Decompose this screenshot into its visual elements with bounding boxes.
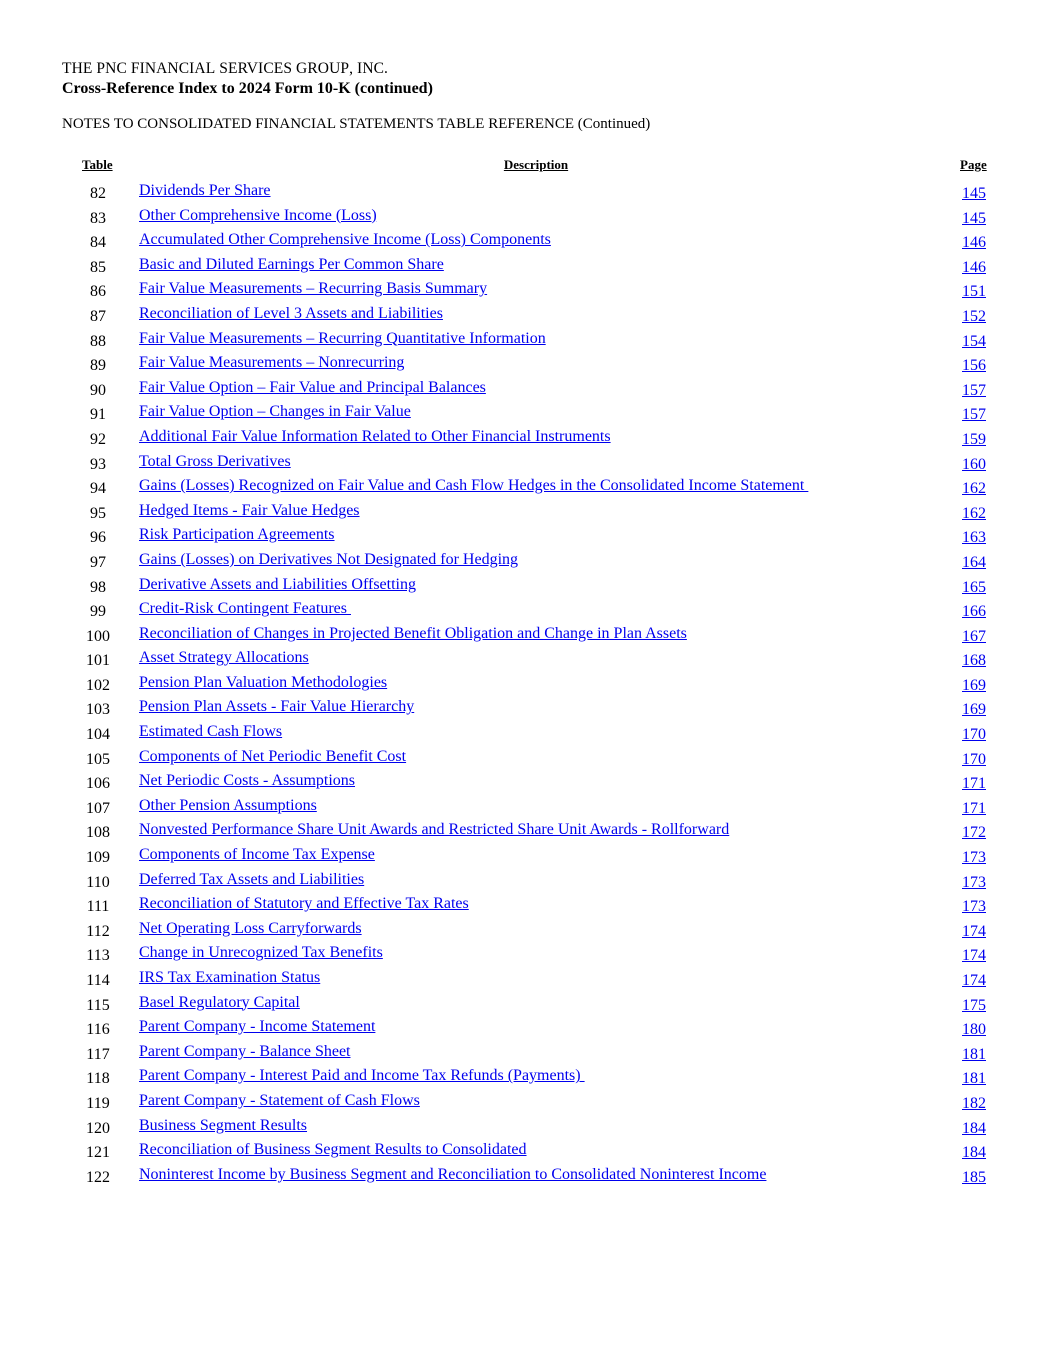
table-row <box>0 599 1055 624</box>
description-link[interactable]: Asset Strategy Allocations <box>139 649 309 667</box>
page-link[interactable]: 164 <box>962 553 986 571</box>
table-number: 106 <box>86 775 110 793</box>
page-link[interactable]: 157 <box>962 406 986 424</box>
table-number: 92 <box>90 430 106 448</box>
description-link[interactable]: Credit-Risk Contingent Features <box>139 600 351 618</box>
description-link[interactable]: Net Periodic Costs - Assumptions <box>139 772 356 790</box>
section-heading: NOTES TO CONSOLIDATED FINANCIAL STATEMENTS TABLE REFERENCE (Continued) <box>62 116 651 132</box>
table-number: 94 <box>90 480 106 498</box>
page-link[interactable]: 156 <box>962 357 986 375</box>
table-row <box>0 304 1055 329</box>
table-number: 104 <box>86 726 110 744</box>
column-header-page: Page <box>960 157 987 172</box>
table-row <box>0 771 1055 796</box>
table-row <box>0 181 1055 206</box>
table-number: 100 <box>86 627 110 645</box>
table-number: 120 <box>86 1119 110 1137</box>
description-link[interactable]: Dividends Per Share <box>139 182 271 199</box>
company-name-part: HE <box>71 60 93 77</box>
description-link[interactable]: Accumulated Other Comprehensive Income (Loss) Components <box>139 231 551 249</box>
company-name-part: ROUP <box>307 60 350 77</box>
page-link[interactable]: 184 <box>962 1144 986 1162</box>
table-row <box>0 870 1055 895</box>
page-link[interactable]: 145 <box>962 185 986 202</box>
table-row <box>0 206 1055 231</box>
description-link[interactable]: Total Gross Derivatives <box>139 452 291 470</box>
description-link[interactable]: Nonvested Performance Share Unit Awards and Restricted Share Unit Awards - Rollforward <box>139 821 730 839</box>
description-link[interactable]: Fair Value Option – Changes in Fair Value <box>139 403 411 421</box>
page-link[interactable]: 162 <box>962 480 986 498</box>
table-row <box>0 894 1055 919</box>
table-row <box>0 575 1055 600</box>
description-link[interactable]: Fair Value Option – Fair Value and Principal Balances <box>139 378 486 396</box>
page-link[interactable]: 184 <box>962 1119 986 1137</box>
company-name-part: , I <box>349 60 363 77</box>
description-link[interactable]: Additional Fair Value Information Related to Other Financial Instruments <box>139 427 611 445</box>
page-link[interactable]: 166 <box>962 603 986 621</box>
page-link[interactable]: 151 <box>962 283 986 301</box>
description-link[interactable]: Gains (Losses) on Derivatives Not Designated for Hedging <box>139 550 519 568</box>
page-link[interactable]: 154 <box>962 332 986 350</box>
table-row <box>0 230 1055 255</box>
page-link[interactable]: 165 <box>962 578 986 596</box>
table-row <box>0 1042 1055 1067</box>
table-row <box>0 747 1055 772</box>
description-link[interactable]: Pension Plan Valuation Methodologies <box>139 673 388 691</box>
table-row <box>0 525 1055 550</box>
description-link[interactable]: Fair Value Measurements – Recurring Basis Summary <box>139 280 488 298</box>
page-link[interactable]: 173 <box>962 873 986 891</box>
table-number: 97 <box>90 553 106 571</box>
table-row <box>0 550 1055 575</box>
table-row <box>0 722 1055 747</box>
table-row <box>0 697 1055 722</box>
page-link[interactable]: 145 <box>962 209 986 227</box>
table-number: 90 <box>90 381 106 399</box>
table-number: 119 <box>86 1094 110 1112</box>
description-link[interactable]: Parent Company - Statement of Cash Flows <box>139 1091 420 1109</box>
table-number: 113 <box>86 947 110 965</box>
page-link[interactable]: 174 <box>962 922 986 940</box>
page-link[interactable]: 172 <box>962 824 986 842</box>
table-number: 102 <box>86 676 110 694</box>
page-link[interactable]: 174 <box>962 947 986 965</box>
page-link[interactable]: 181 <box>962 1045 986 1063</box>
table-number: 117 <box>86 1045 110 1063</box>
table-number: 105 <box>86 750 110 768</box>
table-number: 101 <box>86 652 110 670</box>
description-link[interactable]: Parent Company - Income Statement <box>139 1018 376 1036</box>
column-header-description: Description <box>503 157 569 172</box>
table-number: 86 <box>90 283 106 301</box>
table-number: 84 <box>90 234 106 252</box>
page-link[interactable]: 173 <box>962 898 986 916</box>
table-number: 122 <box>86 1168 110 1186</box>
table-number: 115 <box>86 996 110 1014</box>
page-link[interactable]: 157 <box>962 381 986 399</box>
page-link[interactable]: 159 <box>962 430 986 448</box>
company-name-part: S <box>215 60 228 77</box>
table-row <box>0 943 1055 968</box>
page-link[interactable]: 162 <box>962 504 986 522</box>
table-number: 83 <box>90 209 106 227</box>
page-link[interactable]: 146 <box>962 258 986 276</box>
description-link[interactable]: Fair Value Measurements – Recurring Quantitative Information <box>139 329 546 347</box>
table-row <box>0 1116 1055 1141</box>
page-link[interactable]: 182 <box>962 1094 986 1112</box>
table-number: 111 <box>86 898 110 916</box>
page-link[interactable]: 163 <box>962 529 986 547</box>
description-link[interactable]: IRS Tax Examination Status <box>139 969 321 986</box>
table-number: 93 <box>90 455 106 473</box>
table-row <box>0 1091 1055 1116</box>
table-number: 89 <box>90 357 106 375</box>
table-number: 91 <box>90 406 106 424</box>
description-link[interactable]: Gains (Losses) Recognized on Fair Value and Cash Flow Hedges in the Consolidated Income Statement <box>139 477 809 495</box>
table-row <box>0 476 1055 501</box>
page-title: Cross-Reference Index to 2024 Form 10-K (continued) <box>62 80 433 97</box>
description-link[interactable]: Hedged Items - Fair Value Hedges <box>139 501 360 519</box>
description-link[interactable]: Fair Value Measurements – Nonrecurring <box>139 354 405 372</box>
description-link[interactable]: Reconciliation of Changes in Projected Benefit Obligation and Change in Plan Assets <box>139 624 687 642</box>
table-number: 109 <box>86 849 110 867</box>
table-row <box>0 255 1055 280</box>
reference-table <box>0 181 1055 1189</box>
description-link[interactable]: Net Operating Loss Carryforwards <box>139 919 362 937</box>
table-row <box>0 427 1055 452</box>
table-number: 107 <box>86 799 110 817</box>
description-link[interactable]: Noninterest Income by Business Segment and Reconciliation to Consolidated Noninterest Income <box>139 1165 767 1183</box>
table-row <box>0 329 1055 354</box>
table-row <box>0 845 1055 870</box>
table-row <box>0 378 1055 403</box>
table-row <box>0 1140 1055 1165</box>
table-number: 96 <box>90 529 106 547</box>
table-number: 116 <box>86 1021 110 1039</box>
description-link[interactable]: Components of Income Tax Expense <box>139 846 375 864</box>
table-row <box>0 1066 1055 1091</box>
page-link[interactable]: 185 <box>962 1168 986 1186</box>
description-link[interactable]: Basic and Diluted Earnings Per Common Share <box>139 255 444 273</box>
company-name-part: NC <box>362 60 385 77</box>
page-link[interactable]: 180 <box>962 1021 986 1039</box>
page-link[interactable]: 169 <box>962 676 986 694</box>
company-name-part: ERVICES <box>228 60 293 77</box>
table-row <box>0 673 1055 698</box>
company-name-part: T <box>62 60 72 77</box>
table-row <box>0 402 1055 427</box>
page-link[interactable]: 167 <box>962 627 986 645</box>
page-link[interactable]: 173 <box>962 849 986 867</box>
table-number: 82 <box>90 185 106 202</box>
table-row <box>0 1017 1055 1042</box>
company-name-part: INANCIAL <box>139 60 216 77</box>
company-name <box>62 60 388 78</box>
description-link[interactable]: Business Segment Results <box>139 1116 308 1134</box>
table-row <box>0 993 1055 1018</box>
table-row <box>0 501 1055 526</box>
table-row <box>0 648 1055 673</box>
description-link[interactable]: Risk Participation Agreements <box>139 526 335 544</box>
description-link[interactable]: Reconciliation of Statutory and Effective Tax Rates <box>139 895 469 913</box>
column-header-table: Table <box>82 157 113 172</box>
table-number: 110 <box>86 873 110 891</box>
description-link[interactable]: Change in Unrecognized Tax Benefits <box>139 944 383 962</box>
description-link[interactable]: Parent Company - Balance Sheet <box>139 1042 351 1060</box>
table-row <box>0 452 1055 477</box>
table-number: 98 <box>90 578 106 596</box>
description-link[interactable]: Deferred Tax Assets and Liabilities <box>139 870 365 888</box>
page-link[interactable]: 171 <box>962 775 986 793</box>
table-row <box>0 919 1055 944</box>
description-link[interactable]: Reconciliation of Level 3 Assets and Liabilities <box>139 304 443 322</box>
page-link[interactable]: 160 <box>962 455 986 473</box>
table-number: 118 <box>86 1070 110 1088</box>
table-number: 121 <box>86 1144 110 1162</box>
page-link[interactable]: 174 <box>962 972 986 989</box>
company-name-part: G <box>292 60 308 77</box>
table-number: 95 <box>90 504 106 522</box>
description-link[interactable]: Components of Net Periodic Benefit Cost <box>139 747 407 765</box>
description-link[interactable]: Derivative Assets and Liabilities Offsetting <box>139 575 416 593</box>
page-link[interactable]: 152 <box>962 307 986 325</box>
description-link[interactable]: Basel Regulatory Capital <box>139 993 300 1011</box>
page-link[interactable]: 168 <box>962 652 986 670</box>
page-link[interactable]: 170 <box>962 750 986 768</box>
description-link[interactable]: Reconciliation of Business Segment Results to Consolidated <box>139 1141 527 1159</box>
description-link[interactable]: Parent Company - Interest Paid and Income Tax Refunds (Payments) <box>139 1067 585 1085</box>
table-row <box>0 624 1055 649</box>
description-link[interactable]: Other Comprehensive Income (Loss) <box>139 206 377 224</box>
description-link[interactable]: Other Pension Assumptions <box>139 796 317 814</box>
table-number: 85 <box>90 258 106 276</box>
table-row <box>0 820 1055 845</box>
table-row <box>0 279 1055 304</box>
description-link[interactable]: Pension Plan Assets - Fair Value Hierarchy <box>139 698 415 716</box>
table-number: 103 <box>86 701 110 719</box>
table-row <box>0 1165 1055 1190</box>
page-link[interactable]: 169 <box>962 701 986 719</box>
page-link[interactable]: 146 <box>962 234 986 252</box>
company-name-part: . <box>384 60 389 77</box>
page-link[interactable]: 175 <box>962 996 986 1014</box>
table-number: 99 <box>90 603 106 621</box>
table-number: 88 <box>90 332 106 350</box>
page-link[interactable]: 171 <box>962 799 986 817</box>
description-link[interactable]: Estimated Cash Flows <box>139 723 283 741</box>
table-row <box>0 968 1055 993</box>
page-link[interactable]: 170 <box>962 726 986 744</box>
table-number: 112 <box>86 922 110 940</box>
table-number: 108 <box>86 824 110 842</box>
page-link[interactable]: 181 <box>962 1070 986 1088</box>
company-name-part: PNC F <box>92 60 140 77</box>
table-number: 114 <box>86 972 110 989</box>
table-row <box>0 796 1055 821</box>
table-row <box>0 353 1055 378</box>
table-number: 87 <box>90 307 106 325</box>
